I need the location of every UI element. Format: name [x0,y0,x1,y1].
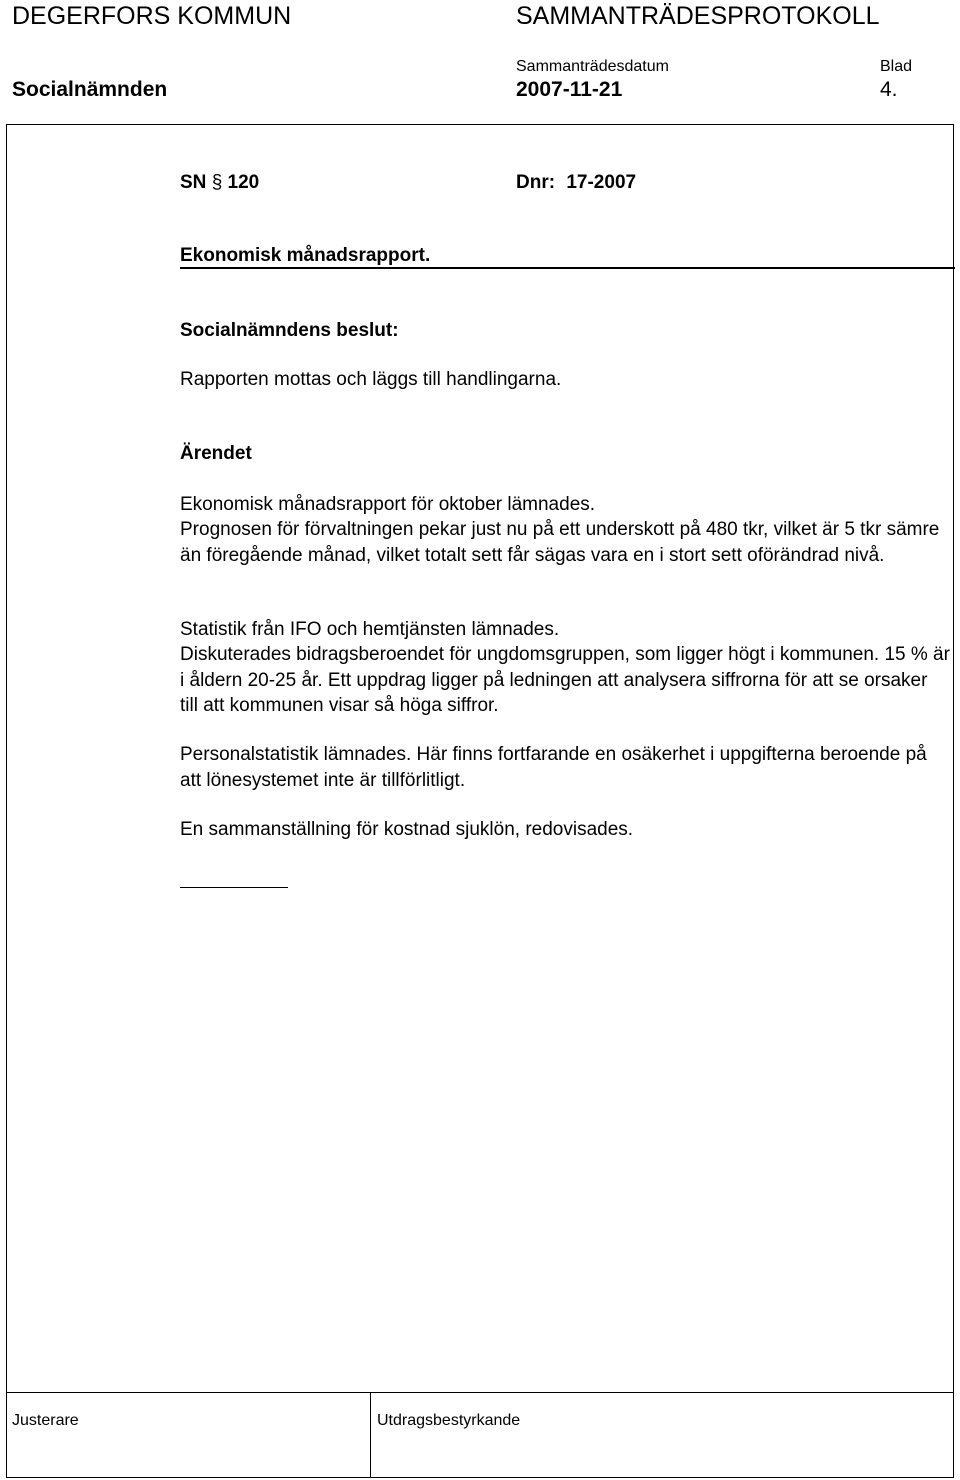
footer-divider [370,1392,371,1478]
paragraph: Personalstatistik lämnades. Här finns fortfarande en osäkerhet i uppgifterna beroende på att lönesystemet inte är tillförlitligt. [180,744,927,791]
dnr-label: Dnr: [516,172,556,193]
committee-name: Socialnämnden [12,78,168,101]
title-underline [180,267,955,269]
decision-heading: Socialnämndens beslut: [180,320,399,341]
content-frame [6,124,954,1478]
paragraph: Ekonomisk månadsrapport för oktober lämnades. [180,494,596,515]
case-title: Ekonomisk månadsrapport. [180,245,431,266]
extract-label: Utdragsbestyrkande [377,1412,521,1429]
page-label: Blad [880,58,913,75]
dnr-value: 17-2007 [566,172,637,193]
matter-heading: Ärendet [180,443,252,464]
diary-number [516,170,636,195]
page-number: 4. [880,78,898,101]
paragraph: Prognosen för förvaltningen pekar just nu på ett underskott på 480 tkr, vilket är 5 tkr sämre än föregående månad, vilket totalt sett får sägas vara en i stort sett oförändrad nivå. [180,519,940,566]
document-type: SAMMANTRÄDESPROTOKOLL [516,2,880,30]
section-line [180,170,259,195]
section-number: 120 [227,172,260,193]
meeting-date: 2007-11-21 [516,78,623,101]
decision-text: Rapporten mottas och läggs till handlingarna. [180,369,562,390]
closing-rule [180,887,288,888]
municipality-name: DEGERFORS KOMMUN [12,2,292,30]
paragraph: Statistik från IFO och hemtjänsten lämnades. [180,619,560,640]
date-label: Sammanträdesdatum [516,58,669,75]
section-symbol: § [211,172,223,193]
section-prefix: SN [180,172,207,193]
adjuster-label: Justerare [12,1412,79,1429]
paragraph: Diskuterades bidragsberoendet för ungdomsgruppen, som ligger högt i kommunen. 15 % är i åldern 20-25 år. Ett uppdrag ligger på ledningen att analysera siffrorna för att se orsaker till att kommunen visar så höga siffror. [180,644,950,716]
paragraph: En sammanställning för kostnad sjuklön, redovisades. [180,819,634,840]
footer-top-rule [6,1392,954,1393]
